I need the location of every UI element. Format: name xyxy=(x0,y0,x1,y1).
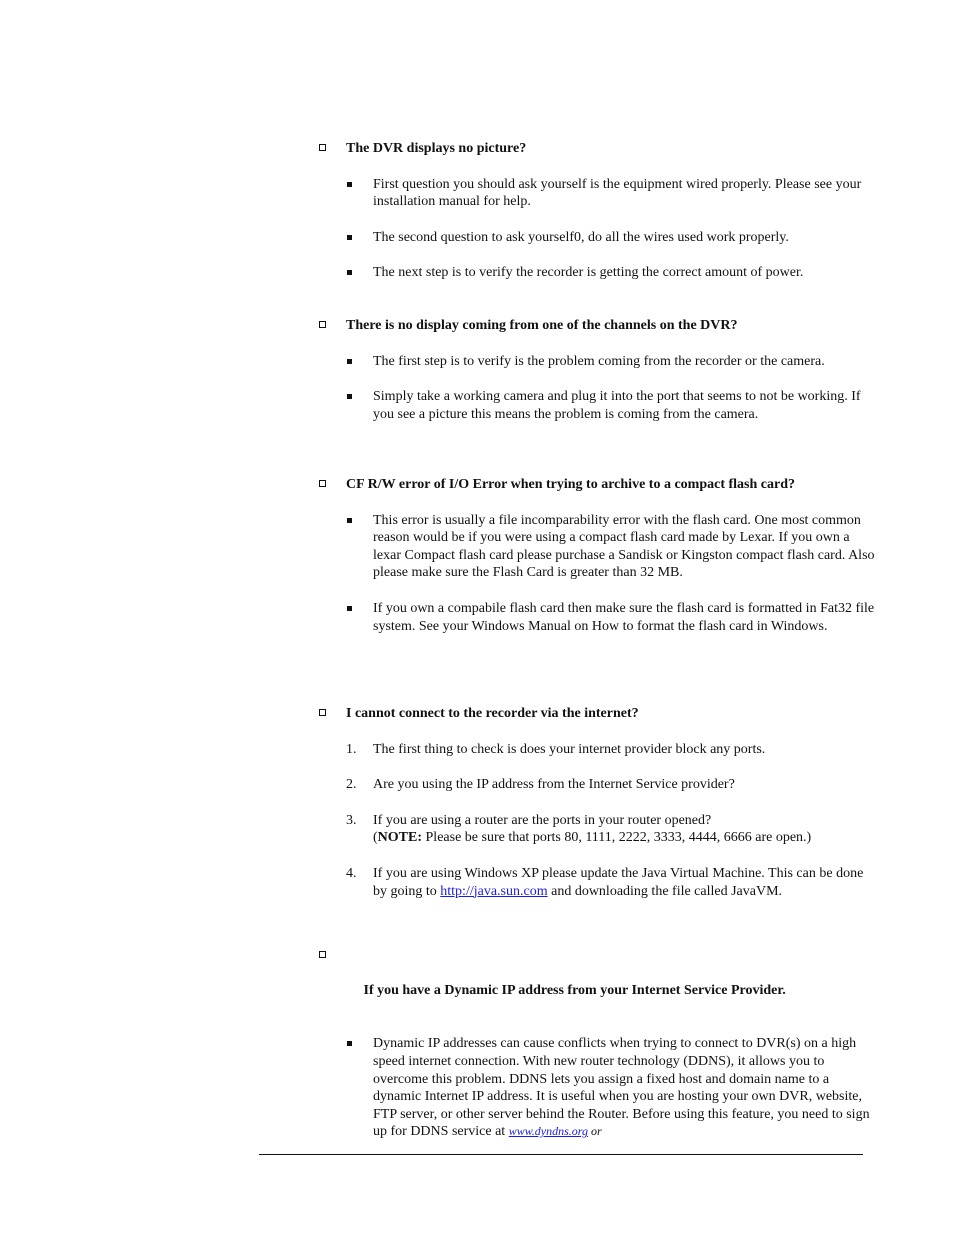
checkbox-bullet-icon xyxy=(319,144,326,151)
checkbox-bullet-icon xyxy=(319,709,326,716)
square-bullet-icon xyxy=(347,235,352,240)
list-item: First question you should ask yourself is the equipment wired properly. Please see your installation manual for help. xyxy=(318,176,878,211)
checkbox-bullet-icon xyxy=(319,480,326,487)
question-heading: There is no display coming from one of the channels on the DVR? xyxy=(318,317,878,335)
question-heading: The DVR displays no picture? xyxy=(318,140,878,158)
numbered-item: 1. The first thing to check is does your internet provider block any ports. xyxy=(346,741,766,757)
checkbox-bullet-icon xyxy=(319,951,326,958)
numbered-item: 3. If you are using a router are the ports in your router opened? (NOTE: Please be sure that ports 80, 1111, 2222, 3333, 4444, 6666 are open.) xyxy=(346,812,812,846)
faq-section-dynamic-ip xyxy=(318,947,878,1141)
list-item: Simply take a working camera and plug it into the port that seems to not be working. If you see a picture this means the problem is coming from the camera. xyxy=(318,388,878,423)
square-bullet-icon xyxy=(347,518,352,523)
square-bullet-icon xyxy=(347,359,352,364)
answer-list xyxy=(318,176,878,282)
question-heading: CF R/W error of I/O Error when trying to archive to a compact flash card? xyxy=(318,476,878,494)
numbered-item: 4. If you are using Windows XP please update the Java Virtual Machine. This can be done by going to http://java.sun.com and downloading the file called JavaVM. xyxy=(346,865,864,899)
dyndns-link[interactable]: www.dyndns.org xyxy=(508,1124,589,1139)
checkbox-bullet-icon xyxy=(319,321,326,328)
note: (NOTE: Please be sure that ports 80, 1111, 2222, 3333, 4444, 6666 are open.) xyxy=(373,830,812,846)
list-item: If you own a compabile flash card then make sure the flash card is formatted in Fat32 file system. See your Windows Manual on How to format the flash card in Windows. xyxy=(318,600,878,635)
faq-section-no-channel-display xyxy=(318,317,878,423)
faq-section-no-picture xyxy=(318,140,878,282)
faq-section-internet-connection xyxy=(318,705,878,900)
faq-section-cf-error xyxy=(318,476,878,635)
list-item: Dynamic IP addresses can cause conflicts when trying to connect to DVR(s) on a high speed internet connection. With new router technology (DDNS), it allows you to overcome this problem. DDNS lets you assign a fixed host and domain name to a dynamic Internet IP address. It is useful when you are hosting your own DVR, website, FTP server, or other server behind the Router. Before using this feature, you need to sign up for DDNS service at www.dyndns.org or xyxy=(318,1035,878,1141)
list-item: This error is usually a file incomparability error with the flash card. One most common reason would be if you were using a compact flash card made by Lexar. If you own a lexar Compact flash card please purchase a Sandisk or Kingston compact flash card. Also please make sure the Flash Card is greater than 32 MB. xyxy=(318,512,878,582)
list-item: The next step is to verify the recorder is getting the correct amount of power. xyxy=(318,264,878,282)
numbered-item: 2. Are you using the IP address from the Internet Service provider? xyxy=(346,777,735,793)
numbered-list xyxy=(318,741,878,901)
square-bullet-icon xyxy=(347,606,352,611)
answer-list xyxy=(318,1035,878,1141)
list-item: The second question to ask yourself0, do all the wires used work properly. xyxy=(318,229,878,247)
java-sun-link[interactable]: http://java.sun.com xyxy=(440,883,548,899)
square-bullet-icon xyxy=(347,270,352,275)
question-heading: If you have a Dynamic IP address from your Internet Service Provider. xyxy=(318,947,878,1017)
question-heading: I cannot connect to the recorder via the internet? xyxy=(318,705,878,723)
square-bullet-icon xyxy=(347,1041,352,1046)
square-bullet-icon xyxy=(347,394,352,399)
footer-divider xyxy=(259,1154,863,1155)
answer-list xyxy=(318,512,878,636)
answer-list xyxy=(318,353,878,424)
list-item: The first step is to verify is the problem coming from the recorder or the camera. xyxy=(318,353,878,371)
square-bullet-icon xyxy=(347,182,352,187)
